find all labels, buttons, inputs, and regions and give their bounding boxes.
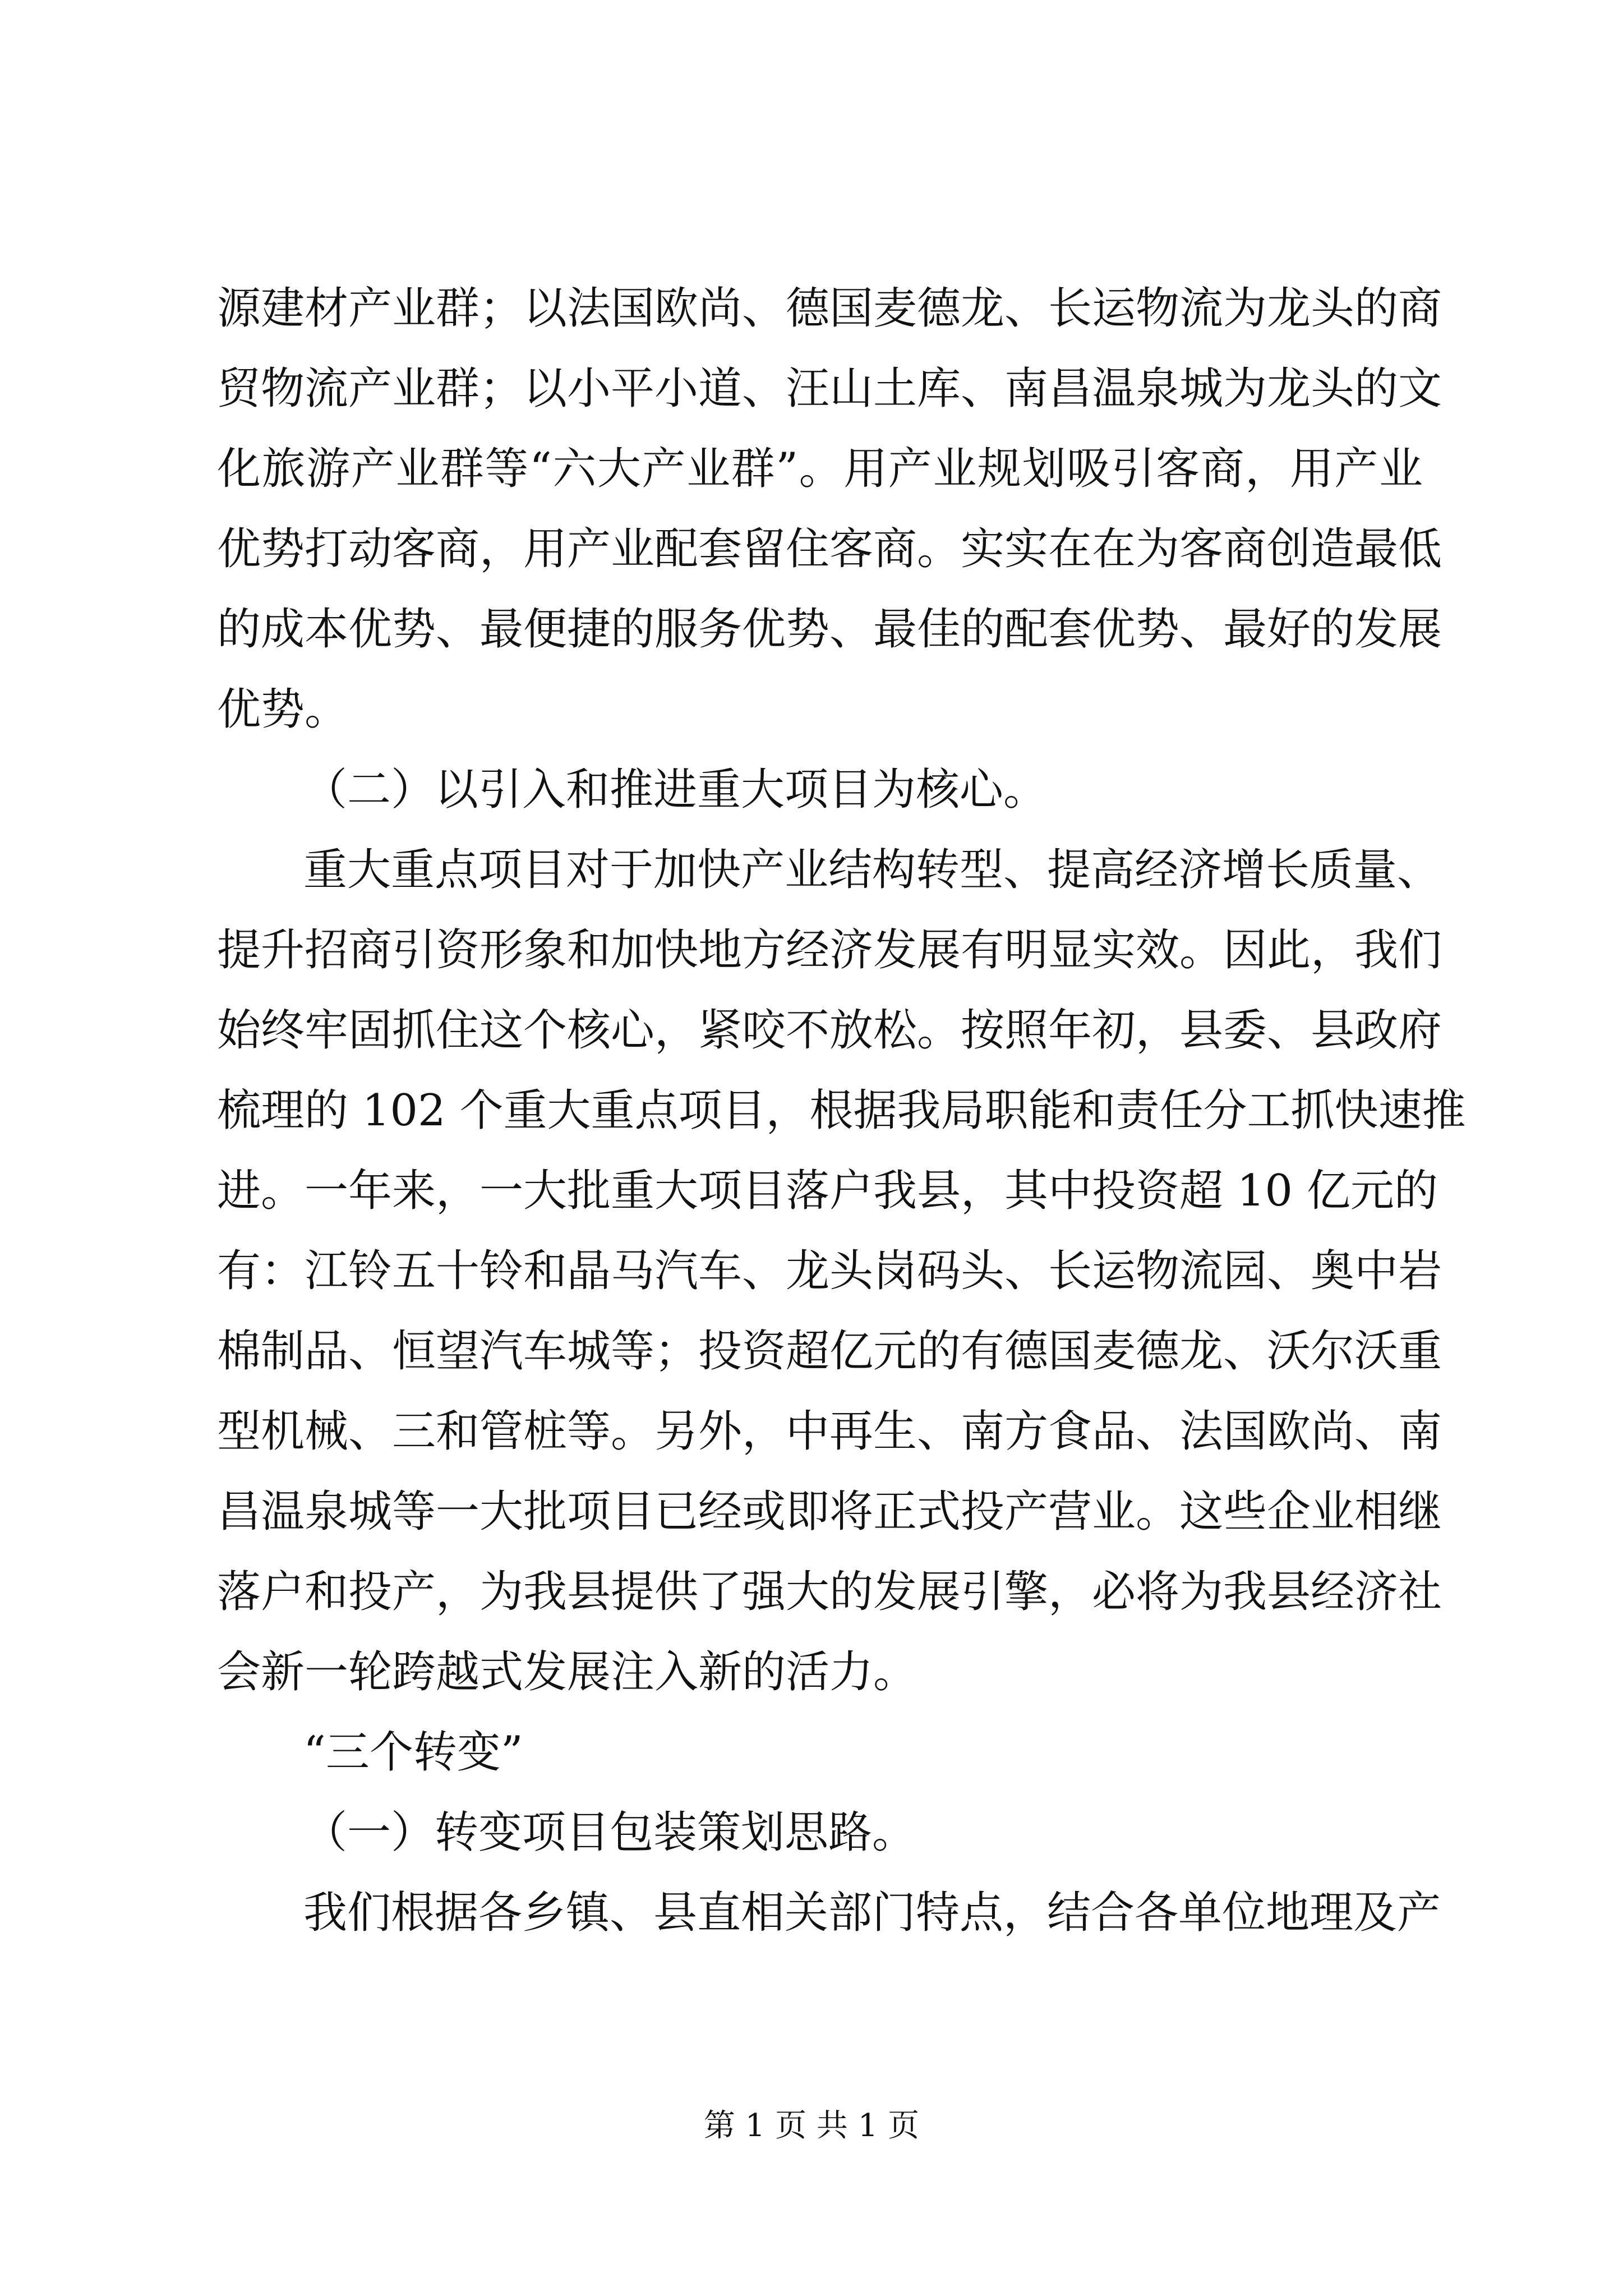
- section-heading: （一）转变项目包装策划思路。: [303, 1807, 916, 1858]
- body-line: 优势。: [217, 684, 349, 735]
- body-line: 始终牢固抓住这个核心，紧咬不放松。按照年初，县委、县政府: [217, 1005, 1442, 1056]
- body-line: 我们根据各乡镇、县直相关部门特点，结合各单位地理及产: [303, 1888, 1441, 1938]
- page-footer: 第 1 页 共 1 页: [703, 2108, 920, 2144]
- body-line: 会新一轮跨越式发展注入新的活力。: [217, 1647, 917, 1697]
- body-line: 化旅游产业群等“六大产业群”。用产业规划吸引客商，用产业: [217, 444, 1423, 494]
- body-line: 有：江铃五十铃和晶马汽车、龙头岗码头、长运物流园、奥中岩: [217, 1246, 1442, 1296]
- section-heading: “三个转变”: [303, 1727, 523, 1778]
- body-line: 的成本优势、最便捷的服务优势、最佳的配套优势、最好的发展: [217, 604, 1442, 655]
- body-line: 源建材产业群；以法国欧尚、德国麦德龙、长运物流为龙头的商: [217, 283, 1442, 334]
- body-line: 贸物流产业群；以小平小道、汪山土库、南昌温泉城为龙头的文: [217, 364, 1442, 414]
- body-line: 提升招商引资形象和加快地方经济发展有明显实效。因此，我们: [217, 925, 1442, 976]
- section-heading: （二）以引入和推进重大项目为核心。: [303, 765, 1048, 815]
- body-line: 型机械、三和管桩等。另外，中再生、南方食品、法国欧尚、南: [217, 1406, 1442, 1457]
- body-line: 梳理的 102 个重大重点项目，根据我局职能和责任分工抓快速推: [217, 1085, 1466, 1136]
- body-line: 棉制品、恒望汽车城等；投资超亿元的有德国麦德龙、沃尔沃重: [217, 1326, 1442, 1377]
- body-line: 进。一年来，一大批重大项目落户我县，其中投资超 10 亿元的: [217, 1166, 1438, 1216]
- body-line: 落户和投产，为我县提供了强大的发展引擎，必将为我县经济社: [217, 1567, 1442, 1617]
- body-line: 重大重点项目对于加快产业结构转型、提高经济增长质量、: [303, 845, 1441, 895]
- body-line: 优势打动客商，用产业配套留住客商。实实在在为客商创造最低: [217, 524, 1442, 574]
- body-line: 昌温泉城等一大批项目已经或即将正式投产营业。这些企业相继: [217, 1487, 1442, 1537]
